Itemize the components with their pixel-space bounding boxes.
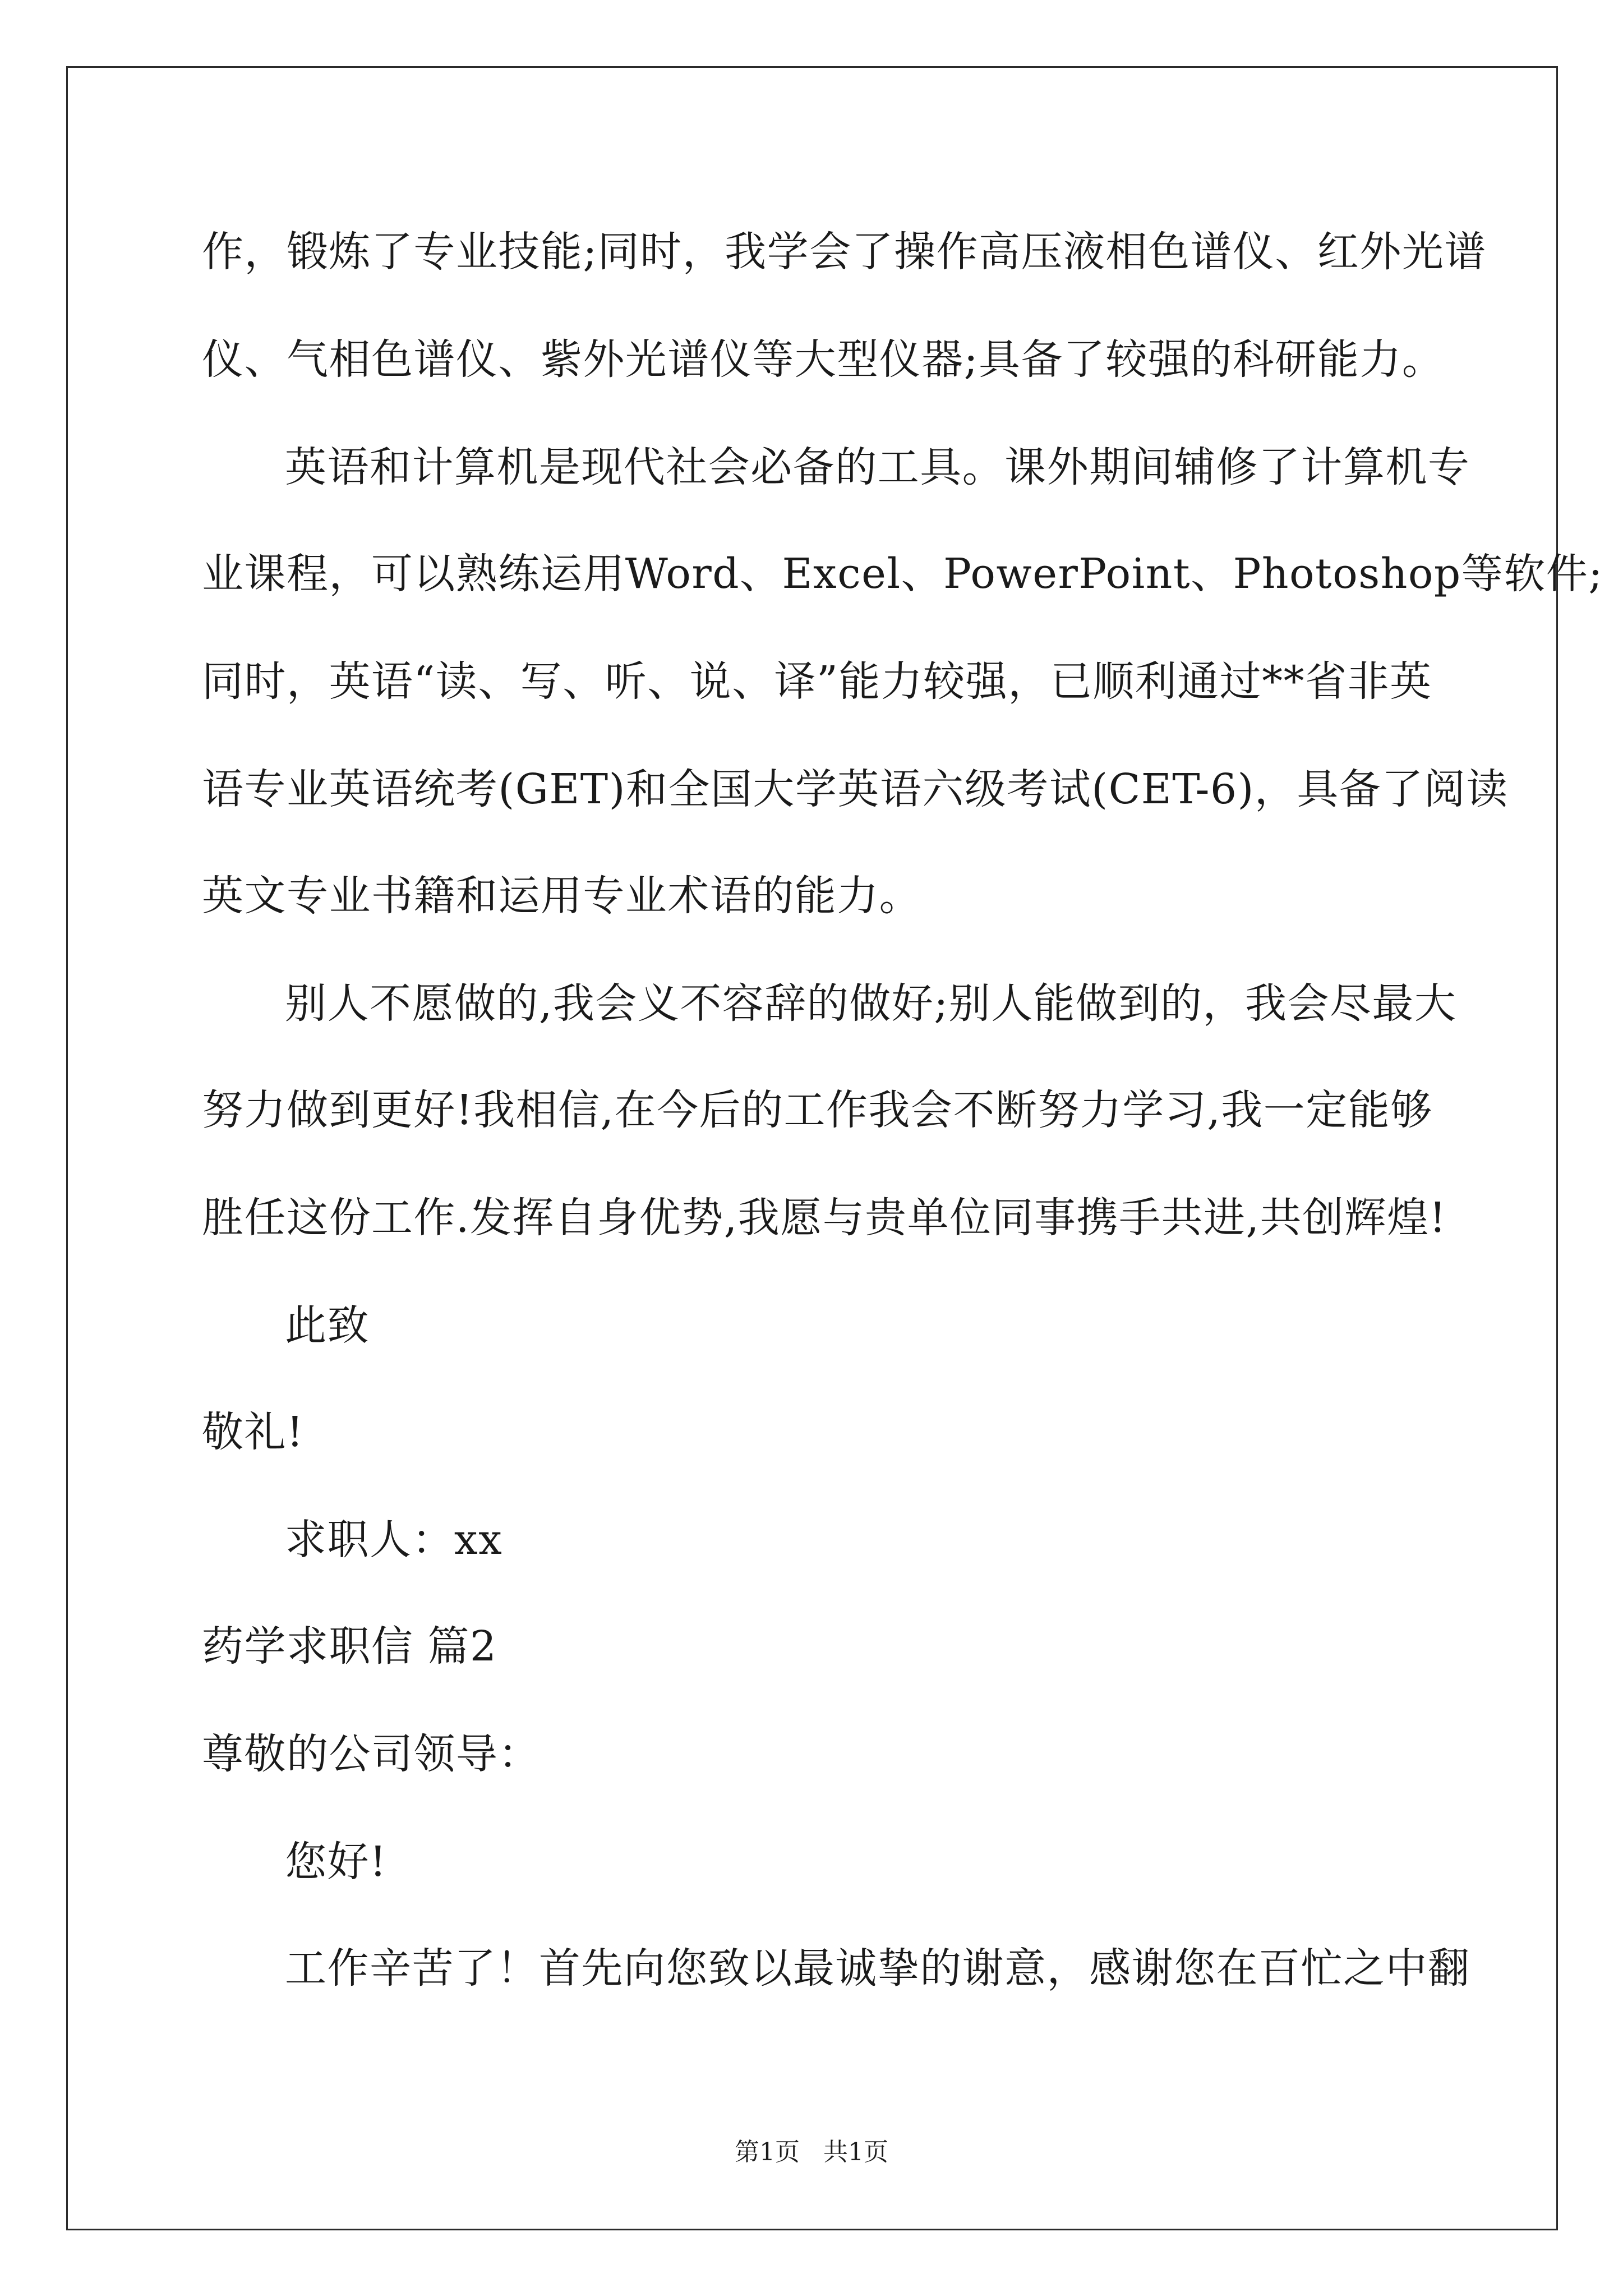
text-line-4: 业课程，可以熟练运用Word、Excel、PowerPoint、Photoshop等软件; (202, 550, 1603, 598)
section-title: 药学求职信 篇2 (202, 1622, 497, 1671)
text-line-6: 语专业英语统考(GET)和全国大学英语六级考试(CET-6)，具备了阅读 (202, 765, 1509, 813)
text-line-3: 英语和计算机是现代社会必备的工具。课外期间辅修了计算机专 (285, 443, 1470, 491)
text-line-8: 别人不愿做的,我会义不容辞的做好;别人能做到的，我会尽最大 (285, 979, 1457, 1028)
text-line-17: 工作辛苦了！首先向您致以最诚挚的谢意，感谢您在百忙之中翻 (285, 1944, 1470, 1993)
greeting: 尊敬的公司领导： (202, 1730, 541, 1778)
text-line-2: 仪、气相色谱仪、紫外光谱仪等大型仪器;具备了较强的科研能力。 (202, 335, 1445, 384)
page-border (66, 66, 1603, 2230)
page-footer: 第1页 共1页 (735, 2138, 888, 2166)
text-line-7: 英文专业书籍和运用专业术语的能力。 (202, 872, 922, 920)
text-line-9: 努力做到更好!我相信,在今后的工作我会不断努力学习,我一定能够 (202, 1086, 1433, 1134)
signature-line: 求职人：xx (285, 1516, 503, 1564)
text-line-10: 胜任这份工作.发挥自身优势,我愿与贵单位同事携手共进,共创辉煌! (202, 1194, 1447, 1242)
greeting-hello: 您好! (285, 1838, 388, 1886)
text-line-1: 作，锻炼了专业技能;同时，我学会了操作高压液相色谱仪、红外光谱 (202, 228, 1487, 276)
closing-salutation: 此致 (285, 1301, 370, 1350)
text-line-5: 同时，英语“读、写、听、说、译”能力较强，已顺利通过**省非英 (202, 657, 1432, 706)
closing-regards: 敬礼! (202, 1408, 305, 1456)
